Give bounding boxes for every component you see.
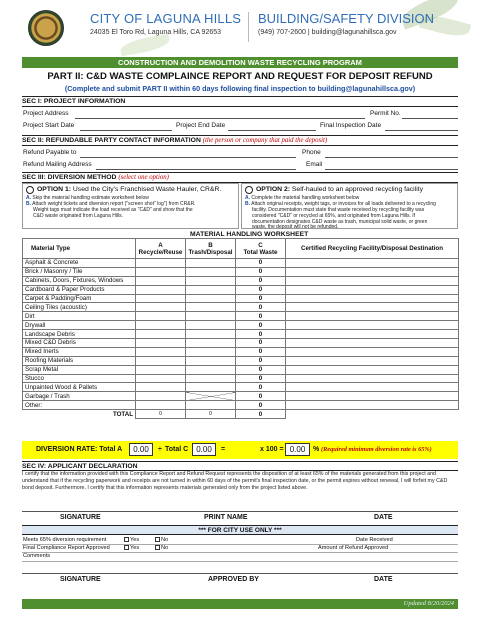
sec2-note: (the person or company that paid the deposit)	[202, 137, 328, 144]
table-row	[23, 285, 459, 294]
total-waste-cell: 0	[236, 365, 286, 374]
phone-field[interactable]	[325, 157, 458, 158]
table-row	[23, 330, 459, 339]
item-text: Attach weight tickets and diversion report ("screen shot" log") from CR&R.	[32, 201, 196, 207]
payable-to-field[interactable]	[80, 157, 296, 158]
diversion-total-c-box: 0.00	[192, 443, 216, 456]
sec2-title	[22, 137, 458, 144]
col-recycle	[136, 239, 186, 259]
table-row	[23, 303, 459, 312]
mailing-field[interactable]	[96, 169, 296, 170]
material-type-cell: Stucco	[23, 374, 136, 383]
total-waste-cell: 0	[236, 267, 286, 276]
col-letter: C	[258, 241, 263, 249]
signature-line	[22, 573, 458, 574]
sec3-title-text: SEC III: DIVERSION METHOD	[22, 174, 117, 181]
divider	[22, 461, 458, 462]
recycle-cell[interactable]	[136, 365, 186, 374]
recycle-cell[interactable]	[136, 330, 186, 339]
divide-symbol: ÷	[158, 446, 162, 453]
total-waste-cell: 0	[236, 285, 286, 294]
option1-item	[33, 213, 123, 219]
material-type-cell: Roofing Materials	[23, 356, 136, 365]
worksheet-total-row	[23, 410, 459, 419]
col-material-type: Material Type	[23, 239, 136, 259]
date-label: DATE	[374, 514, 393, 521]
material-type-cell: Asphalt & Concrete	[23, 259, 136, 268]
total-waste-cell: 0	[236, 374, 286, 383]
divider	[22, 135, 458, 136]
date-label: DATE	[374, 576, 393, 583]
table-row	[23, 347, 459, 356]
total-waste-cell: 0	[236, 276, 286, 285]
print-name-label: PRINT NAME	[204, 514, 248, 521]
facility-cell[interactable]	[286, 321, 459, 330]
facility-cell[interactable]	[286, 374, 459, 383]
end-date-field[interactable]	[228, 130, 316, 131]
row-line	[22, 561, 458, 562]
col-letter: B	[208, 241, 213, 249]
table-row	[23, 374, 459, 383]
worksheet-header-row	[23, 239, 459, 259]
part-subtitle: (Complete and submit PART II within 60 days following final inspection to building@lagunahillsca.gov)	[64, 84, 416, 93]
recycle-cell[interactable]	[136, 392, 186, 401]
table-row	[23, 267, 459, 276]
trash-cell[interactable]	[186, 294, 236, 303]
city-address: 24035 El Toro Rd, Laguna Hills, CA 92653	[90, 29, 222, 36]
phone-label: Phone	[302, 149, 321, 156]
item-text: Attach original receipts, weight tags, or invoices for all loads delivered to a recycling	[251, 201, 436, 207]
recycle-cell[interactable]	[136, 347, 186, 356]
x100-label: x 100 =	[260, 446, 284, 453]
page-header	[0, 0, 480, 56]
diversion-result-box: 0.00	[285, 443, 310, 456]
item-letter: A.	[26, 195, 31, 201]
final-report-label: Final Compliance Report Approved	[23, 545, 110, 551]
option1-text: Used the City's Franchised Waste Hauler, CR&R.	[72, 186, 222, 193]
divider	[22, 145, 458, 146]
total-waste-cell: 0	[236, 294, 286, 303]
recycle-cell[interactable]	[136, 383, 186, 392]
material-type-cell: Cardboard & Paper Products	[23, 285, 136, 294]
option1-label: OPTION 1:	[37, 186, 71, 193]
trash-cell[interactable]	[186, 365, 236, 374]
sec1-title: SEC I: PROJECT INFORMATION	[22, 98, 126, 105]
material-type-cell: Other:	[23, 401, 136, 410]
facility-cell[interactable]	[286, 294, 459, 303]
facility-cell[interactable]	[286, 347, 459, 356]
trash-cell[interactable]	[186, 339, 236, 348]
applicant-signature-row	[22, 513, 458, 523]
facility-cell[interactable]	[286, 267, 459, 276]
end-date-label: Project End Date	[176, 122, 226, 129]
material-type-cell: Dirt	[23, 312, 136, 321]
applicant-declaration-text: I certify that the information provided with this Compliance Report and Refund Request represents the disposition of at least 65% of the materials generated from this project and understand that if the recycling paperwork and receipts are not turned in within 60 days of the permit's final inspection date, or the permit expires without renewal, I will forfeit my C&D bond deposit. Furthermore, I certify that this information represents materials generated only from the project listed above.	[22, 471, 448, 491]
total-waste-cell: 0	[236, 383, 286, 392]
no-label: No	[161, 545, 169, 551]
table-row	[23, 383, 459, 392]
material-type-cell: Cabinets, Doors, Fixtures, Windows	[23, 276, 136, 285]
facility-cell[interactable]	[286, 356, 459, 365]
total-waste-cell: 0	[236, 347, 286, 356]
facility-cell[interactable]	[286, 285, 459, 294]
sec4-title: SEC IV: APPLICANT DECLARATION	[22, 463, 138, 470]
col-total-waste	[236, 239, 286, 259]
trash-cell[interactable]	[186, 356, 236, 365]
recycle-cell[interactable]	[136, 339, 186, 348]
total-waste-cell: 0	[236, 321, 286, 330]
recycle-cell[interactable]	[136, 303, 186, 312]
meets-requirement-label: Meets 65% diversion requirement	[23, 537, 107, 543]
item-text: Weight tags must indicate the load received as "C&D" and show that the	[33, 207, 193, 213]
meets-yes[interactable]	[124, 537, 139, 543]
total-waste-cell: 0	[236, 392, 286, 401]
table-row	[23, 312, 459, 321]
city-seal-logo	[28, 10, 64, 46]
table-row	[23, 365, 459, 374]
yes-label: Yes	[130, 545, 140, 551]
col-letter: A	[158, 241, 163, 249]
total-b-value: 0	[186, 410, 236, 419]
facility-cell[interactable]	[286, 392, 459, 401]
col-label: Total Waste	[243, 248, 278, 256]
trash-cell[interactable]	[186, 401, 236, 410]
col-facility: Certified Recycling Facility/Disposal Destination	[286, 239, 459, 259]
table-row	[23, 276, 459, 285]
total-waste-cell: 0	[236, 330, 286, 339]
item-text: Skip the material handling estimate worksheet below	[32, 195, 149, 201]
recycle-cell[interactable]	[136, 321, 186, 330]
permit-no-label: Permit No.	[370, 110, 401, 117]
email-field[interactable]	[325, 169, 458, 170]
option2-radio[interactable]	[245, 186, 253, 194]
percent-symbol: %	[313, 446, 320, 453]
city-use-header: *** FOR CITY USE ONLY ***	[22, 525, 458, 535]
refund-amount-label: Amount of Refund Approved	[318, 545, 389, 551]
trash-cell[interactable]	[186, 383, 236, 392]
trash-cell[interactable]	[186, 347, 236, 356]
signature-line	[22, 511, 458, 512]
table-row	[23, 392, 459, 401]
facility-cell[interactable]	[286, 401, 459, 410]
mailing-label: Refund Mailing Address	[23, 161, 92, 168]
no-label: No	[161, 537, 169, 543]
col-label: Trash/Disposal	[188, 248, 233, 256]
project-address-label: Project Address	[23, 110, 69, 117]
trash-cell[interactable]	[186, 312, 236, 321]
item-letter: A.	[245, 195, 250, 201]
diversion-label: DIVERSION RATE: Total A	[36, 446, 123, 453]
material-type-cell: Unpainted Wood & Pallets	[23, 383, 136, 392]
trash-cell[interactable]	[186, 267, 236, 276]
option2-title	[256, 186, 423, 193]
division-contact: (949) 707-2600 | building@lagunahillsca.gov	[258, 29, 397, 36]
item-letter: B.	[245, 201, 250, 207]
item-text: facility. Documentation must state that waste received by recycling facility was	[252, 207, 425, 213]
row-line	[22, 552, 458, 553]
sec3-note: (select one option)	[118, 174, 169, 181]
sec3-title	[22, 174, 458, 181]
item-text: documentation designates C&D waste as trash, municipal solid waste, or green	[252, 219, 428, 225]
item-letter: B.	[26, 201, 31, 207]
option2-text: Self-hauled to an approved recycling facility	[291, 186, 423, 193]
equals-symbol: =	[221, 446, 226, 453]
material-worksheet-table	[22, 238, 459, 419]
table-row	[23, 294, 459, 303]
project-address-field[interactable]	[75, 118, 365, 119]
city-signature-row	[22, 575, 458, 585]
recycle-cell[interactable]	[136, 356, 186, 365]
facility-cell[interactable]	[286, 365, 459, 374]
email-label: Email	[306, 161, 323, 168]
option1-radio[interactable]	[26, 186, 34, 194]
facility-cell[interactable]	[286, 276, 459, 285]
checkbox[interactable]	[155, 545, 160, 550]
signature-label: SIGNATURE	[60, 514, 101, 521]
signature-label: SIGNATURE	[60, 576, 101, 583]
final-yes[interactable]	[124, 545, 139, 551]
checkbox[interactable]	[124, 545, 129, 550]
trash-cell[interactable]	[186, 276, 236, 285]
table-row	[23, 259, 459, 268]
material-type-cell: Carpet & Padding/Foam	[23, 294, 136, 303]
total-waste-cell: 0	[236, 259, 286, 268]
yes-label: Yes	[130, 537, 140, 543]
recycle-cell[interactable]	[136, 401, 186, 410]
palm-leaf-decoration	[119, 34, 171, 56]
option2-label: OPTION 2:	[256, 186, 290, 193]
city-name: CITY OF LAGUNA HILLS	[90, 11, 242, 26]
item-text: considered "C&D" or recycled at 65%, and originated from Laguna Hills. If	[252, 213, 416, 219]
material-type-cell: Mixed C&D Debris	[23, 339, 136, 348]
divider	[22, 96, 458, 97]
footer-updated: Updated 8/20/2024	[22, 599, 458, 609]
total-c-value: 0	[236, 410, 286, 419]
table-row	[23, 356, 459, 365]
recycle-cell[interactable]	[136, 285, 186, 294]
option2-item	[252, 224, 338, 230]
total-waste-cell: 0	[236, 339, 286, 348]
total-a-value: 0	[136, 410, 186, 419]
material-type-cell: Drywall	[23, 321, 136, 330]
facility-cell[interactable]	[286, 330, 459, 339]
item-text: waste, the deposit will not be refunded.	[252, 224, 339, 230]
recycle-cell[interactable]	[136, 259, 186, 268]
divider	[22, 172, 458, 173]
final-no[interactable]	[155, 545, 168, 551]
diversion-rate-bar	[22, 441, 458, 459]
diversion-total-a-box: 0.00	[129, 443, 153, 456]
final-inspection-label: Final Inspection Date	[320, 122, 382, 129]
total-label: TOTAL	[112, 410, 133, 418]
material-type-cell: Brick / Masonry / Tile	[23, 267, 136, 276]
header-divider	[248, 12, 249, 42]
checkbox[interactable]	[155, 537, 160, 542]
option2-box	[241, 183, 458, 229]
program-banner: CONSTRUCTION AND DEMOLITION WASTE RECYCLING PROGRAM	[22, 57, 458, 68]
col-label: Recycle/Reuse	[138, 248, 183, 256]
worksheet-body	[23, 259, 459, 410]
total-waste-cell: 0	[236, 312, 286, 321]
recycle-cell[interactable]	[136, 374, 186, 383]
start-date-field[interactable]	[80, 130, 172, 131]
option1-title	[37, 186, 221, 193]
table-row	[23, 401, 459, 410]
division-name: BUILDING/SAFETY DIVISION	[258, 11, 435, 26]
permit-no-field[interactable]	[402, 118, 458, 119]
final-inspection-field[interactable]	[385, 130, 458, 131]
diversion-requirement-note: (Required minimum diversion rate is 65%)	[321, 446, 432, 453]
facility-cell[interactable]	[286, 303, 459, 312]
worksheet-title: MATERIAL HANDLING WORKSHEET	[190, 231, 309, 238]
material-type-cell: Mixed Inerts	[23, 347, 136, 356]
material-type-cell: Ceiling Tiles (acoustic)	[23, 303, 136, 312]
facility-cell[interactable]	[286, 383, 459, 392]
divider	[22, 106, 458, 107]
approved-by-label: APPROVED BY	[208, 576, 259, 583]
facility-cell[interactable]	[286, 259, 459, 268]
meets-no[interactable]	[155, 537, 168, 543]
recycle-cell[interactable]	[136, 294, 186, 303]
sec2-title-text: SEC II: REFUNDABLE PARTY CONTACT INFORMATION	[22, 137, 201, 144]
empty-cell	[286, 410, 459, 419]
material-type-cell: Landscape Debris	[23, 330, 136, 339]
total-waste-cell: 0	[236, 356, 286, 365]
start-date-label: Project Start Date	[23, 122, 75, 129]
option1-box	[22, 183, 239, 229]
trash-cell[interactable]	[186, 285, 236, 294]
trash-cell	[186, 392, 236, 401]
material-type-cell: Garbage / Trash	[23, 392, 136, 401]
recycle-cell[interactable]	[136, 276, 186, 285]
total-waste-cell: 0	[236, 303, 286, 312]
checkbox[interactable]	[124, 537, 129, 542]
date-received-label: Date Received	[356, 537, 393, 543]
item-text: C&D waste originated from Laguna Hills.	[33, 213, 124, 219]
comments-label: Comments	[23, 553, 51, 559]
facility-cell[interactable]	[286, 312, 459, 321]
facility-cell[interactable]	[286, 339, 459, 348]
payable-to-label: Refund Payable to	[23, 149, 77, 156]
recycle-cell[interactable]	[136, 312, 186, 321]
trash-cell[interactable]	[186, 374, 236, 383]
table-row	[23, 339, 459, 348]
trash-cell[interactable]	[186, 259, 236, 268]
part-title: PART II: C&D WASTE COMPLAINCE REPORT AND REQUEST FOR DEPOSIT REFUND	[47, 71, 433, 82]
item-text: Complete the material handling worksheet below	[251, 195, 360, 201]
diversion-total-c-label: Total C	[165, 446, 189, 453]
total-waste-cell: 0	[236, 401, 286, 410]
col-trash	[186, 239, 236, 259]
trash-cell[interactable]	[186, 303, 236, 312]
recycle-cell[interactable]	[136, 267, 186, 276]
material-type-cell: Scrap Metal	[23, 365, 136, 374]
table-row	[23, 321, 459, 330]
trash-cell[interactable]	[186, 321, 236, 330]
trash-cell[interactable]	[186, 330, 236, 339]
